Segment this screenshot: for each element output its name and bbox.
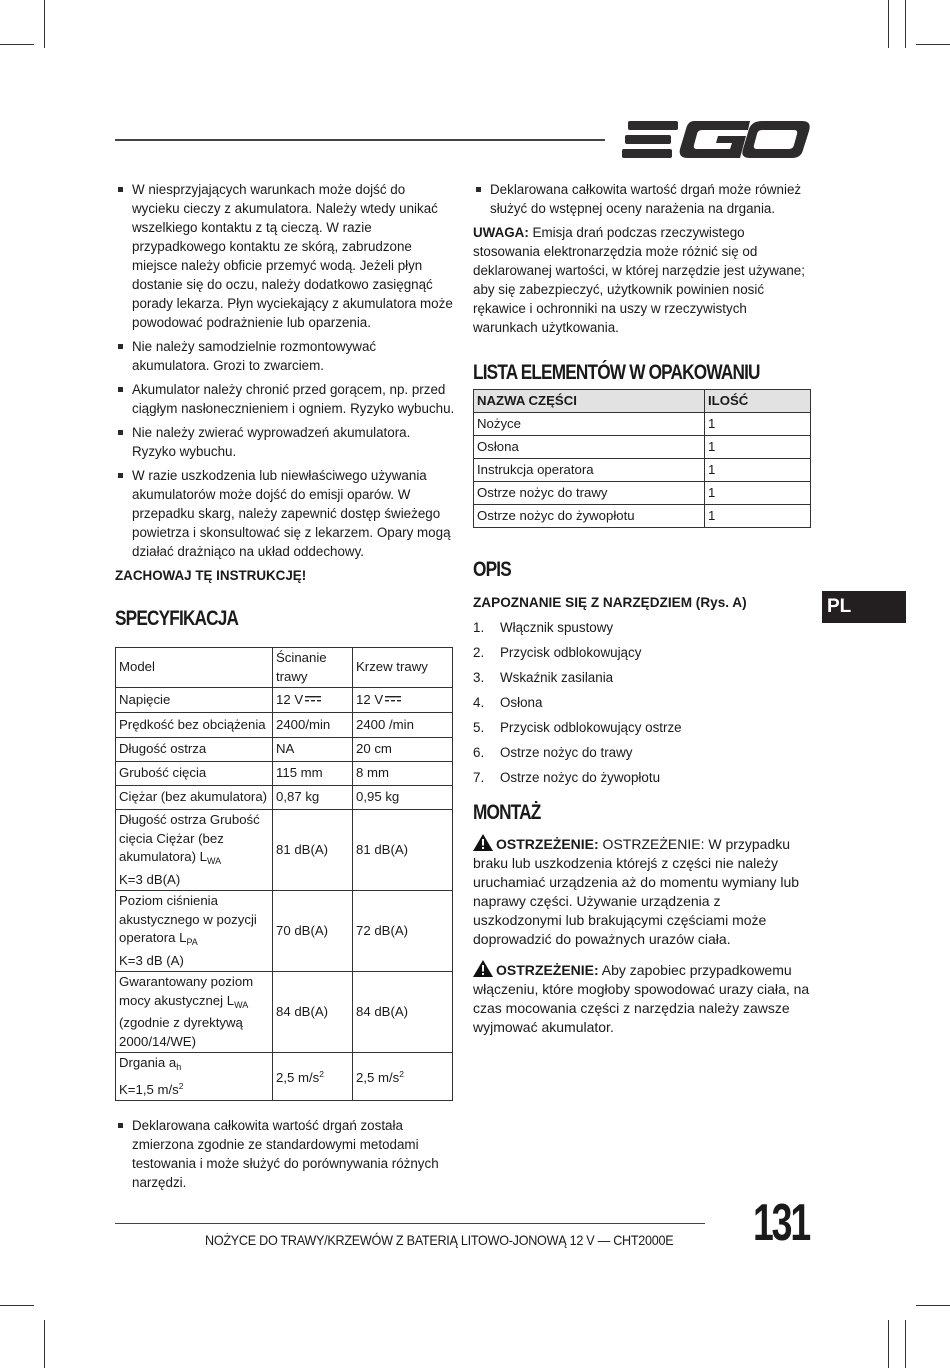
keep-instructions: ZACHOWAJ TĘ INSTRUKCJĘ! (115, 568, 307, 583)
cell-superscript: 2 (319, 1069, 324, 1080)
item-number: 4. (473, 695, 485, 710)
item-text: Ostrze nożyc do żywopłotu (500, 770, 661, 785)
table-cell: Grubość cięcia (116, 762, 273, 786)
item-text: Włącznik spustowy (500, 620, 614, 635)
table-row (474, 459, 811, 482)
table-cell: 8 mm (353, 762, 453, 786)
table-cell: 81 dB(A) (273, 810, 353, 891)
table-cell: 1 (705, 413, 811, 436)
table-cell: Ostrze nożyc do żywopłotu (474, 505, 705, 528)
crop-mark (905, 1320, 906, 1368)
footer-title: NOŻYCE DO TRAWY/KRZEWÓW Z BATERIĄ LITOWO-JONOWĄ 12 V — CHT2000E (205, 1232, 674, 1248)
table-cell: Instrukcja operatora (474, 459, 705, 482)
list-item: Akumulator należy chronić przed gorącem, np. przed ciągłym nasłonecznieniem i ogniem. Ryzyko wybuchu. (115, 380, 455, 418)
parts-table (473, 389, 811, 528)
table-header-row (474, 390, 811, 413)
header-rule (115, 139, 605, 141)
list-item (473, 643, 813, 662)
crop-mark (0, 1305, 34, 1306)
table-cell (273, 688, 353, 713)
crop-mark (916, 1305, 950, 1306)
dc-current-icon (305, 695, 321, 703)
item-text: Przycisk odblokowujący ostrze (500, 720, 682, 735)
warning-label: OSTRZEŻENIE: (496, 962, 599, 978)
list-item (473, 693, 813, 712)
right-column (473, 180, 813, 1037)
list-item (473, 618, 813, 637)
table-cell: 1 (705, 505, 811, 528)
list-item: Nie należy samodzielnie rozmontowywać akumulatora. Grozi to zwarciem. (115, 337, 455, 375)
table-cell: 1 (705, 436, 811, 459)
table-cell: Model (116, 648, 273, 688)
table-row (116, 713, 453, 738)
cell-superscript: 2 (399, 1069, 404, 1080)
table-cell (116, 1053, 273, 1101)
table-cell: Długość ostrza (116, 738, 273, 762)
crop-mark (44, 0, 45, 48)
table-cell (353, 688, 453, 713)
table-row (116, 688, 453, 713)
spec-heading: SPECYFIKACJA (115, 607, 239, 630)
table-cell: Napięcie (116, 688, 273, 713)
table-cell (273, 1053, 353, 1101)
item-text: Osłona (500, 695, 543, 710)
list-item (473, 718, 813, 737)
crop-mark (44, 1320, 45, 1368)
table-cell (116, 891, 273, 972)
warning-paragraph (473, 960, 813, 1037)
item-text: Ostrze nożyc do trawy (500, 745, 633, 760)
ego-logo (622, 117, 810, 162)
table-row (474, 436, 811, 459)
item-number: 2. (473, 645, 485, 660)
warning-icon (473, 834, 493, 851)
language-tab: PL (822, 591, 906, 623)
cell-label-tail: K=3 dB (A) (119, 952, 184, 968)
table-cell: Ostrze nożyc do trawy (474, 482, 705, 505)
left-column (115, 180, 455, 1197)
table-row (116, 648, 453, 688)
parts-heading: LISTA ELEMENTÓW W OPAKOWANIU (473, 361, 760, 384)
voltage-value: 12 V (356, 691, 384, 707)
table-row (474, 505, 811, 528)
table-cell: NA (273, 738, 353, 762)
cell-value: 2,5 m/s (356, 1070, 400, 1086)
warning-paragraph (473, 834, 813, 949)
crop-mark (0, 44, 34, 45)
table-cell: Krzew trawy (353, 648, 453, 688)
table-cell: Nożyce (474, 413, 705, 436)
table-cell: 0,87 kg (273, 786, 353, 810)
list-item: Deklarowana całkowita wartość drgań może również służyć do wstępnej oceny narażenia na drgania. (473, 180, 813, 218)
note-paragraph (473, 223, 813, 337)
cell-subscript: WA (234, 999, 249, 1010)
vibration-note-list (115, 1116, 455, 1192)
table-row (116, 810, 453, 891)
item-number: 6. (473, 745, 485, 760)
table-cell: 2400 /min (353, 713, 453, 738)
cell-value: 2,5 m/s (276, 1070, 320, 1086)
note-text: Emisja drań podczas rzeczywistego stosowania elektronarzędzia może różnić się od deklarowanej wartości, w której narzędzie jest używane; aby się zabezpieczyć, użytkownik powinien nosić rękawice i ochronniki na uszy w rzeczywistych warunkach użytkowania. (473, 225, 805, 335)
table-cell: 72 dB(A) (353, 891, 453, 972)
voltage-value: 12 V (276, 691, 304, 707)
item-text: Przycisk odblokowujący (500, 645, 642, 660)
cell-label-tail: K=3 dB(A) (119, 871, 181, 887)
crop-mark (905, 0, 906, 48)
item-number: 7. (473, 770, 485, 785)
table-cell (116, 972, 273, 1053)
table-row (116, 738, 453, 762)
crop-mark (888, 1320, 889, 1368)
page-number: 131 (753, 1194, 809, 1252)
list-item: Nie należy zwierać wyprowadzeń akumulatora. Ryzyko wybuchu. (115, 423, 455, 461)
table-cell: 1 (705, 482, 811, 505)
table-cell: 0,95 kg (353, 786, 453, 810)
description-heading: OPIS (473, 558, 511, 581)
vibration-bullet-list (473, 180, 813, 218)
crop-mark (888, 0, 889, 48)
battery-safety-list (115, 180, 455, 561)
footer-rule (115, 1223, 705, 1224)
warning-icon (473, 960, 493, 977)
item-text: Wskaźnik zasilania (500, 670, 614, 685)
list-item (473, 743, 813, 762)
table-header-cell: ILOŚĆ (705, 390, 811, 413)
cell-label: Poziom ciśnienia akustycznego w pozycji operatora L (119, 893, 257, 945)
table-cell: 81 dB(A) (353, 810, 453, 891)
item-number: 5. (473, 720, 485, 735)
cell-subscript: h (176, 1062, 182, 1072)
table-cell (353, 1053, 453, 1101)
table-cell: 1 (705, 459, 811, 482)
table-row (116, 786, 453, 810)
cell-label-tail: K=1,5 m/s (119, 1081, 179, 1097)
table-header-cell: NAZWA CZĘŚCI (474, 390, 705, 413)
table-cell: 2400/min (273, 713, 353, 738)
table-cell: Osłona (474, 436, 705, 459)
cell-label: Gwarantowany poziom mocy akustycznej L (119, 974, 254, 1008)
crop-mark (916, 44, 950, 45)
warning-text: OSTRZEŻENIE: W przypadku braku lub uszkodzenia którejś z części nie należy uruchamiać urządzenia aż do momentu wymiany lub naprawy części. Używanie urządzenia z uszkodzonymi lub brakującymi częściami może doprowadzić do poważnych urazów ciała. (473, 836, 800, 947)
table-cell: 70 dB(A) (273, 891, 353, 972)
table-cell: Ciężar (bez akumulatora) (116, 786, 273, 810)
table-cell: 84 dB(A) (353, 972, 453, 1053)
table-cell: 115 mm (273, 762, 353, 786)
list-item (473, 668, 813, 687)
list-item: Deklarowana całkowita wartość drgań została zmierzona zgodnie ze standardowymi metodami testowania i może służyć do porównywania różnych narzędzi. (115, 1116, 455, 1192)
warning-text: Aby zapobiec przypadkowemu włączeniu, które mogłoby spowodować urazy ciała, na czas mocowania części z narzędzia należy zawsze wyjmować akumulator. (473, 962, 810, 1035)
table-row (116, 891, 453, 972)
cell-superscript: 2 (178, 1080, 184, 1091)
table-row (474, 482, 811, 505)
cell-label: Drgania a (119, 1055, 177, 1070)
assembly-heading: MONTAŻ (473, 801, 541, 824)
cell-label-tail: (zgodnie z dyrektywą 2000/14/WE) (119, 1015, 243, 1049)
list-item: W niesprzyjających warunkach może dojść do wycieku cieczy z akumulatora. Należy wtedy unikać wszelkiego kontaktu z tą cieczą. W razie przypadkowego kontaktu ze skórą, zabrudzone miejsce należy obficie przemyć wodą. Jeżeli płyn dostanie się do oczu, należy dodatkowo zasięgnąć porady lekarza. Płyn wyciekający z akumulatora może powodować podrażnienie lub oparzenia. (115, 180, 455, 332)
table-cell (116, 810, 273, 891)
table-cell: Prędkość bez obciążenia (116, 713, 273, 738)
table-cell: Ścinanie trawy (273, 648, 353, 688)
warning-label: OSTRZEŻENIE: (496, 836, 599, 852)
note-label: UWAGA: (473, 225, 529, 240)
item-number: 3. (473, 670, 485, 685)
table-row (116, 762, 453, 786)
component-list (473, 618, 813, 787)
table-cell: 84 dB(A) (273, 972, 353, 1053)
spec-table (115, 647, 453, 1101)
dc-current-icon (385, 695, 401, 703)
familiarize-heading: ZAPOZNANIE SIĘ Z NARZĘDZIEM (Rys. A) (473, 595, 747, 610)
list-item: W razie uszkodzenia lub niewłaściwego używania akumulatorów może dojść do emisji oparów. W przepadku skarg, należy zapewnić dostęp świeżego powietrza i skonsultować się z lekarzem. Opary mogą działać drażniąco na układ oddechowy. (115, 466, 455, 561)
table-cell: 20 cm (353, 738, 453, 762)
cell-label: Długość ostrza Grubość cięcia Ciężar (bez akumulatora) L (119, 812, 260, 864)
cell-subscript: PA (186, 937, 198, 947)
table-row (116, 1053, 453, 1101)
table-row (116, 972, 453, 1053)
table-row (474, 413, 811, 436)
list-item (473, 768, 813, 787)
item-number: 1. (473, 620, 485, 635)
cell-subscript: WA (206, 856, 222, 866)
